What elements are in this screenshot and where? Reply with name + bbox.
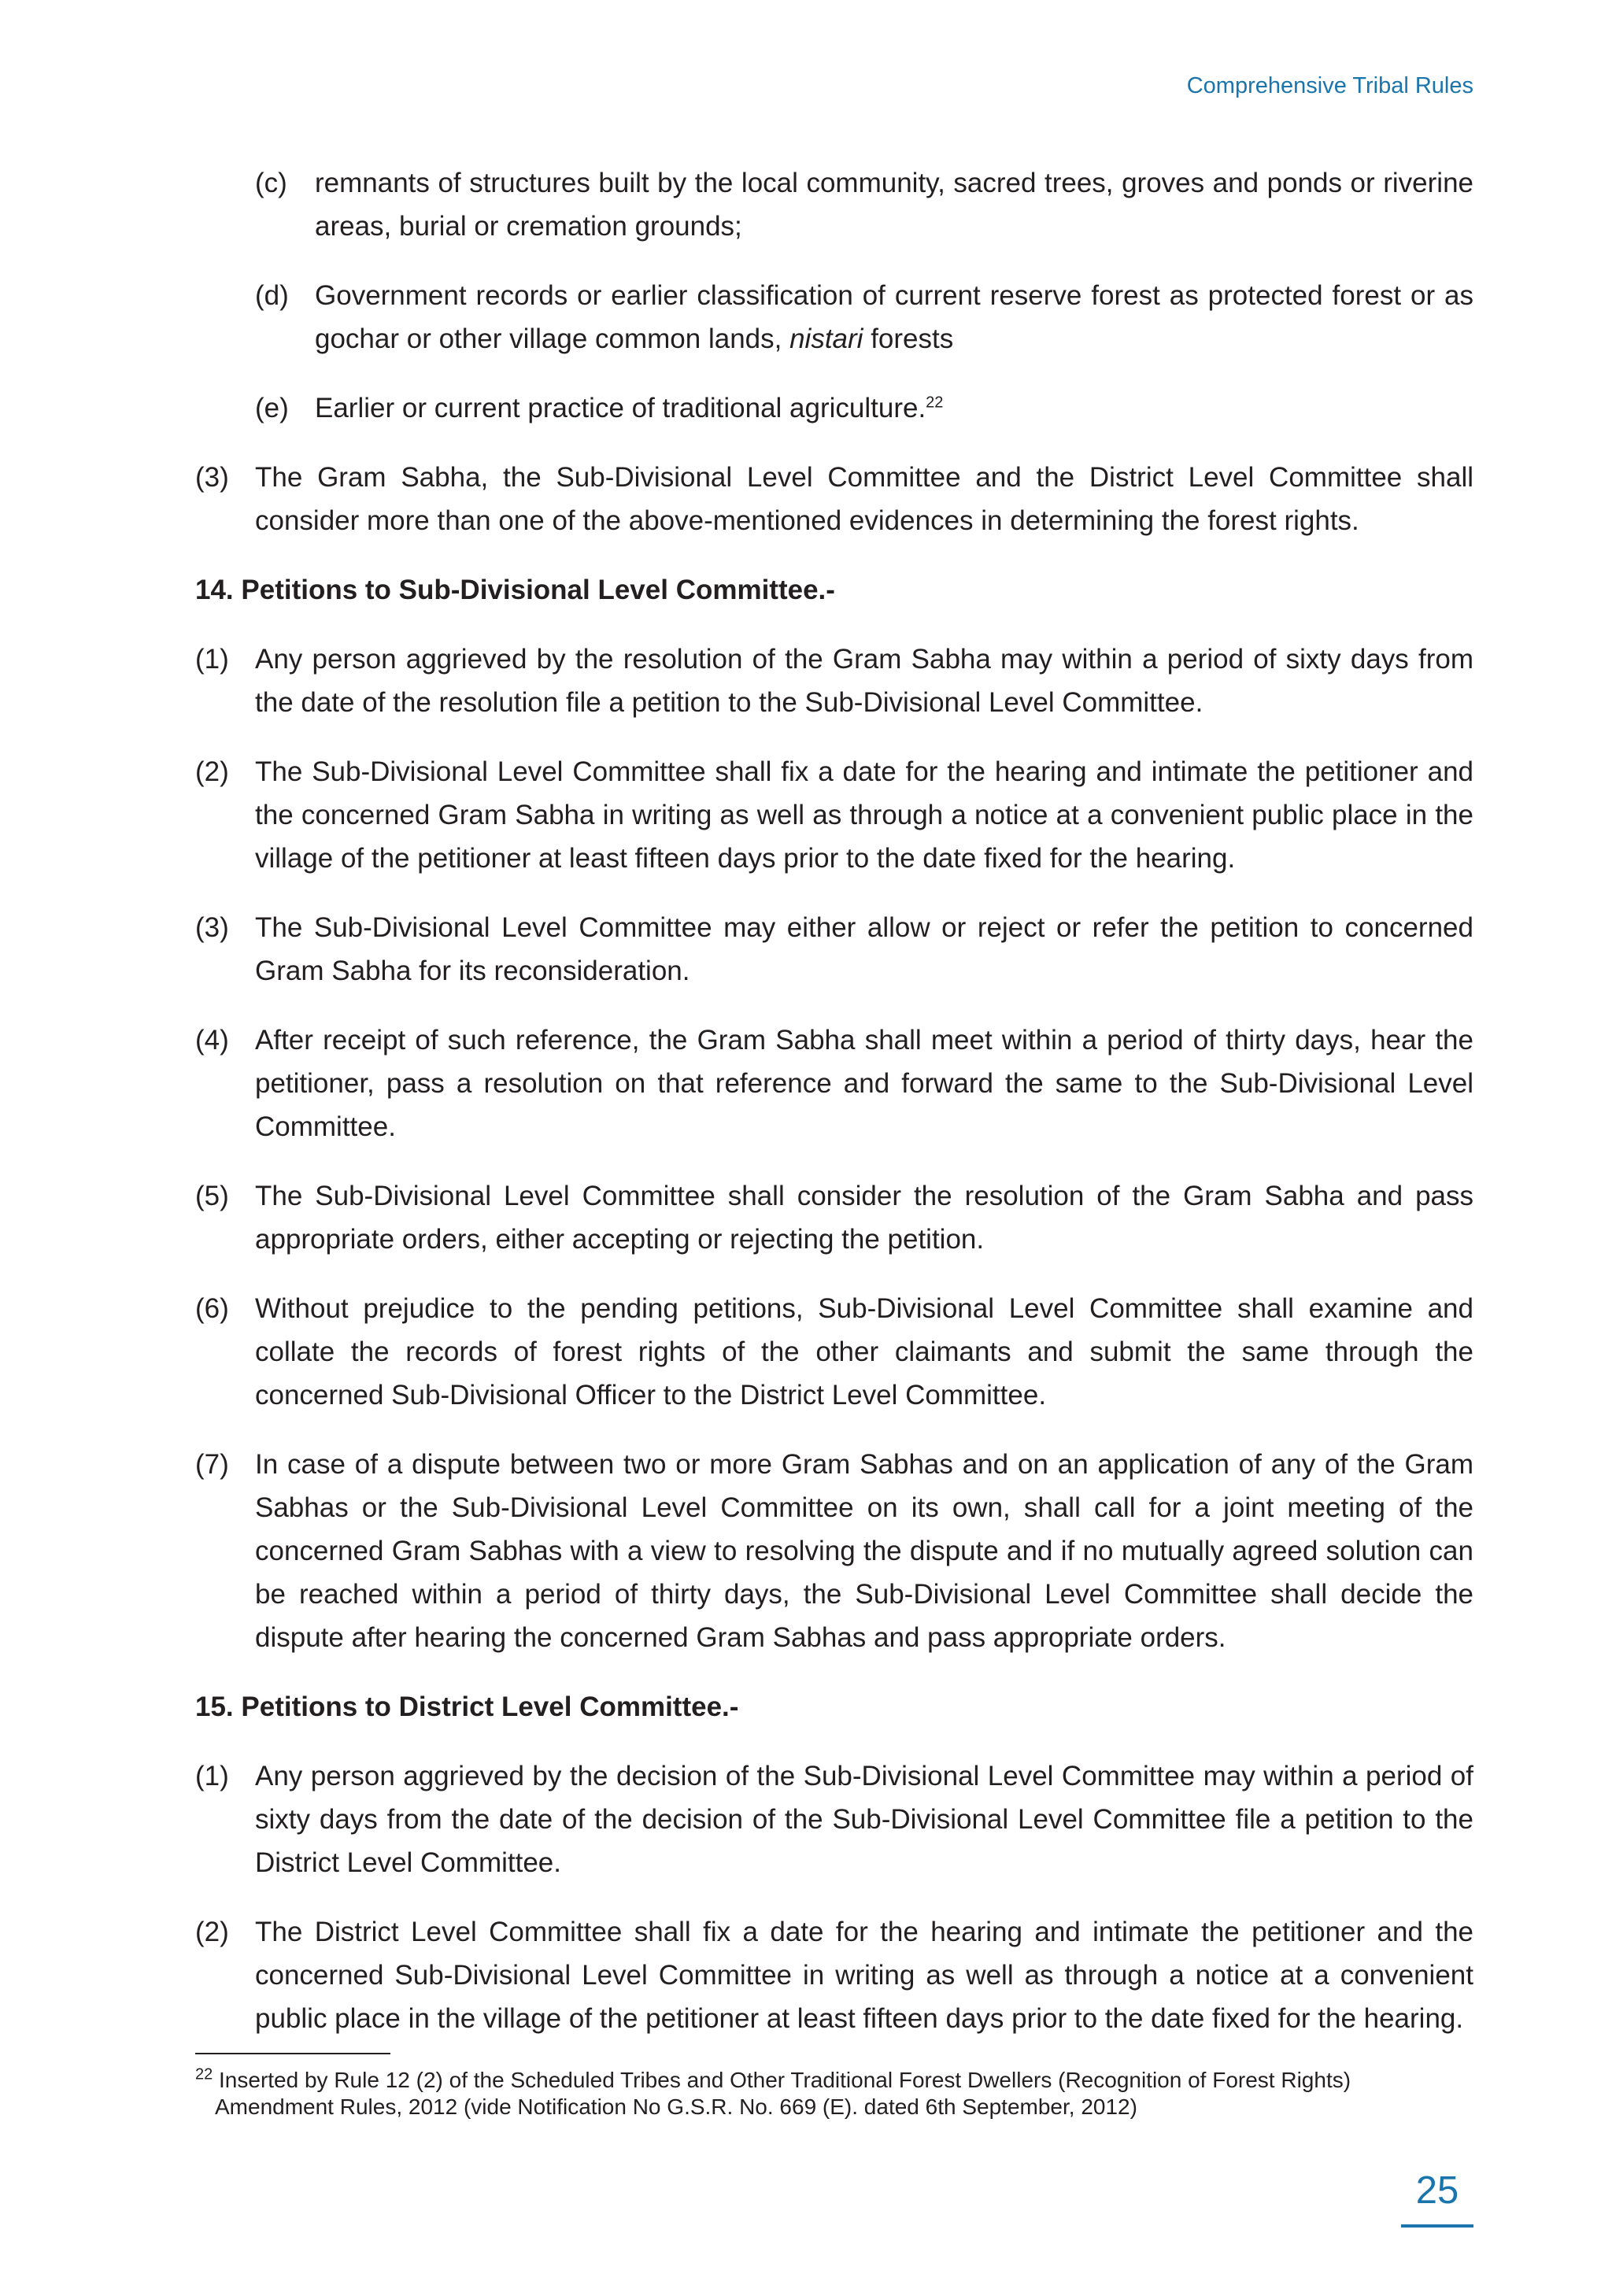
clause-marker: (d)	[255, 280, 289, 311]
section-15-clause	[195, 1910, 1473, 2040]
clause-marker: (2)	[195, 756, 229, 787]
clause-text-part: forests	[863, 324, 954, 354]
clause-marker: (5)	[195, 1181, 229, 1211]
page-number: 25	[1415, 2169, 1459, 2212]
footnote-divider	[195, 2053, 390, 2054]
footnote-22	[195, 2067, 1473, 2120]
clause-text: The District Level Committee shall fix a date for the hearing and intimate the petitioner and the concerned Sub-Divisional Level Committee in writing as well as through a notice at a convenient public place in the village of the petitioner at least fifteen days prior to the date fixed for the hearing.	[255, 1917, 1473, 2034]
clause-text: The Sub-Divisional Level Committee shall consider the resolution of the Gram Sabha and pass appropriate orders, either accepting or rejecting the petition.	[255, 1181, 1473, 1255]
clause-marker: (3)	[195, 912, 229, 943]
clause-text: Without prejudice to the pending petitions, Sub-Divisional Level Committee shall examine and collate the records of forest rights of the other claimants and submit the same through the concerned Sub-Divisional Officer to the District Level Committee.	[255, 1293, 1473, 1411]
clause-marker: (4)	[195, 1025, 229, 1056]
section-heading-15: 15. Petitions to District Level Committee.-	[195, 1691, 739, 1722]
clause-text: Any person aggrieved by the decision of the Sub-Divisional Level Committee may within a period of sixty days from the date of the decision of the Sub-Divisional Level Committee file a petition to the District Level Committee.	[255, 1761, 1473, 1878]
footnote-reference[interactable]: 22	[926, 394, 944, 412]
clause-text: In case of a dispute between two or more Gram Sabhas and on an application of any of the Gram Sabhas or the Sub-Divisional Level Committee on its own, shall call for a joint meeting of the concerned Gram Sabhas with a view to resolving the dispute and if no mutually agreed solution can be reached within a period of thirty days, the Sub-Divisional Level Committee shall decide the dispute after hearing the concerned Gram Sabhas and pass appropriate orders.	[255, 1449, 1473, 1653]
clause-13-2-d	[255, 274, 1473, 360]
section-heading-14: 14. Petitions to Sub-Divisional Level Committee.-	[195, 575, 835, 605]
page-number-underline	[1401, 2224, 1473, 2228]
clause-text: remnants of structures built by the local community, sacred trees, groves and ponds or riverine areas, burial or cremation grounds;	[315, 168, 1473, 242]
section-14-clause	[195, 1019, 1473, 1148]
section-14-clause	[195, 750, 1473, 880]
section-14-clause	[195, 1443, 1473, 1659]
clause-13-3	[195, 456, 1473, 542]
clause-marker: (6)	[195, 1293, 229, 1324]
clause-text: After receipt of such reference, the Gram Sabha shall meet within a period of thirty days, hear the petitioner, pass a resolution on that reference and forward the same to the Sub-Divisional Level Committee.	[255, 1025, 1473, 1142]
clause-text: The Sub-Divisional Level Committee may either allow or reject or refer the petition to concerned Gram Sabha for its reconsideration.	[255, 912, 1473, 986]
clause-text: Any person aggrieved by the resolution of the Gram Sabha may within a period of sixty days from the date of the resolution file a petition to the Sub-Divisional Level Committee.	[255, 644, 1473, 718]
footnote-text-line2: Amendment Rules, 2012 (vide Notification No G.S.R. No. 669 (E). dated 6th September, 2012)	[215, 2094, 1137, 2119]
clause-text	[315, 274, 1473, 360]
clause-marker: (1)	[195, 644, 229, 675]
clause-13-2-c	[255, 161, 1473, 248]
clause-marker: (3)	[195, 462, 229, 493]
clause-text	[315, 386, 1473, 430]
clause-text: The Gram Sabha, the Sub-Divisional Level Committee and the District Level Committee shall consider more than one of the above-mentioned evidences in determining the forest rights.	[255, 462, 1473, 536]
section-14-clause	[195, 638, 1473, 724]
clause-marker: (e)	[255, 393, 289, 423]
clause-13-2-e	[255, 386, 1473, 430]
footnote-number: 22	[195, 2065, 213, 2083]
clause-text-part: Government records or earlier classification of current reserve forest as protected forest or as gochar or other village common lands,	[315, 280, 1473, 354]
clause-marker: (1)	[195, 1761, 229, 1791]
footnote-text-line1: Inserted by Rule 12 (2) of the Scheduled Tribes and Other Traditional Forest Dwellers (Recognition of Forest Rights)	[219, 2068, 1351, 2092]
section-15-clause	[195, 1754, 1473, 1884]
section-14-clause	[195, 1287, 1473, 1417]
clause-text: The Sub-Divisional Level Committee shall fix a date for the hearing and intimate the petitioner and the concerned Gram Sabha in writing as well as through a notice at a convenient public place in the village of the petitioner at least fifteen days prior to the date fixed for the hearing.	[255, 756, 1473, 874]
section-14-clause	[195, 906, 1473, 993]
clause-marker: (c)	[255, 168, 287, 198]
clause-text-italic: nistari	[789, 324, 863, 354]
running-header: Comprehensive Tribal Rules	[1186, 73, 1473, 98]
clause-text-part: Earlier or current practice of traditional agriculture.	[315, 393, 926, 423]
document-body	[195, 161, 1473, 2066]
clause-marker: (2)	[195, 1917, 229, 1947]
section-14-clause	[195, 1174, 1473, 1261]
clause-marker: (7)	[195, 1449, 229, 1480]
